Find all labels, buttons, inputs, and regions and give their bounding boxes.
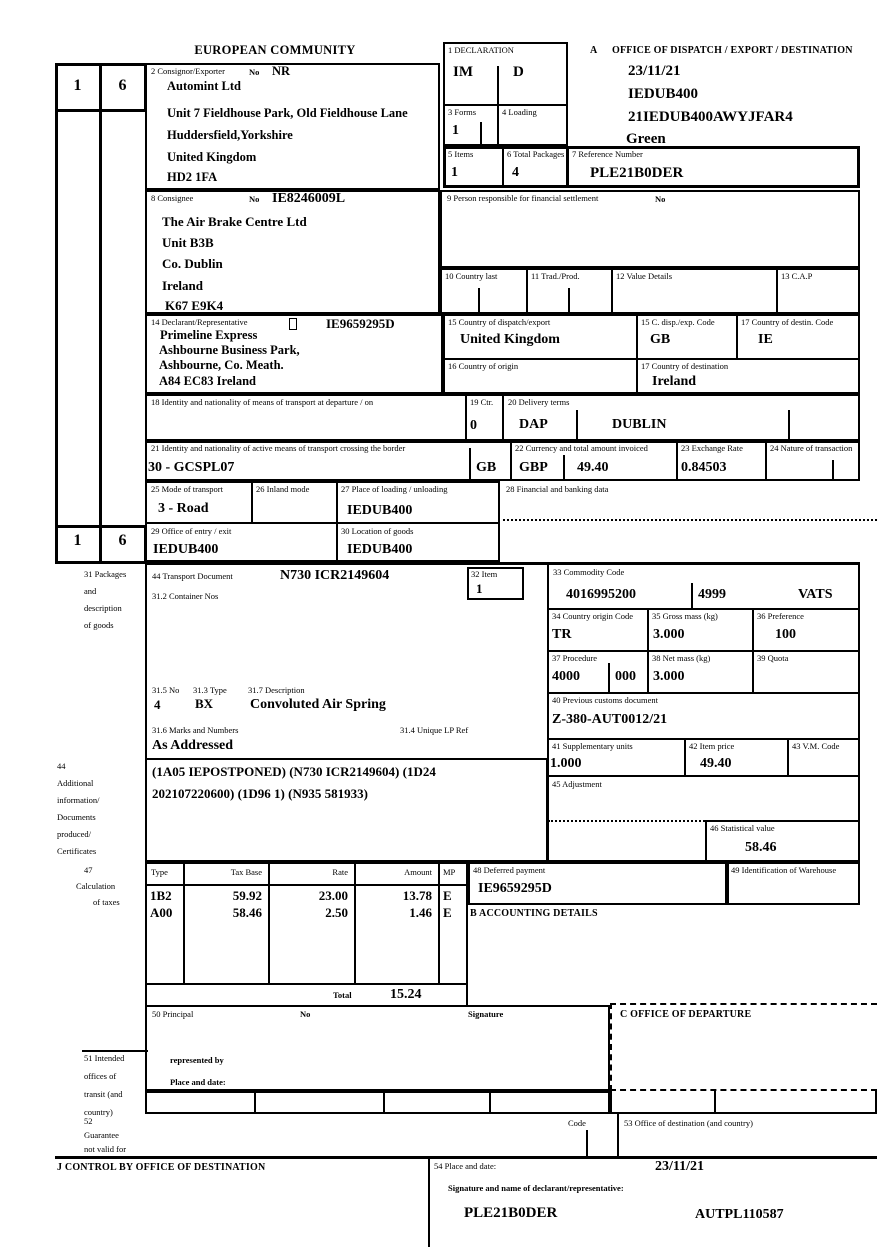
declarant-line: Ashbourne Business Park, (159, 343, 300, 357)
box-9-label: 9 Person responsible for financial settlement (447, 193, 599, 203)
box-47-label: Calculation (76, 881, 116, 891)
authorisation-reference: AUTPL110587 (695, 1207, 784, 1222)
declaration-date: 23/11/21 (655, 1159, 705, 1174)
divider (776, 268, 778, 314)
box-31-label: description (84, 603, 122, 613)
box-16-label: 16 Country of origin (448, 361, 519, 371)
tax-header-mp: MP (443, 867, 456, 877)
box-20-label: 20 Delivery terms (508, 397, 570, 407)
box-44-label: Certificates (57, 846, 97, 856)
represented-by-label: represented by (170, 1055, 224, 1065)
box-31-label: and (84, 586, 97, 596)
consignee-line: K67 E9K4 (165, 298, 224, 313)
box-21-label: 21 Identity and nationality of active means of transport crossing the border (151, 443, 406, 453)
box-52-label: Guarantee (84, 1130, 119, 1140)
box-21-nationality: GB (476, 460, 497, 475)
divider (832, 460, 834, 481)
box-13-label: 13 C.A.P (781, 271, 813, 281)
box-51-label: 51 Intended (84, 1053, 125, 1063)
divider (55, 1156, 877, 1159)
package-type: BX (195, 696, 214, 711)
box-31-3-label: 31.3 Type (193, 685, 227, 695)
dashed-line (610, 1003, 612, 1091)
divider (563, 455, 565, 481)
box-32-label: 32 Item (471, 569, 498, 579)
section-c-title: C OFFICE OF DEPARTURE (620, 1009, 752, 1020)
box-52-label: 52 (84, 1116, 93, 1126)
box-34-label: 34 Country origin Code (552, 611, 633, 621)
divider (611, 268, 613, 314)
divider (787, 738, 789, 775)
box-2-label: 2 Consignor/Exporter (151, 66, 225, 76)
box-28-label: 28 Financial and banking data (506, 484, 609, 494)
box-31-7-label: 31.7 Description (248, 685, 305, 695)
box-15a-value: GB (650, 332, 671, 347)
divider (684, 738, 686, 775)
box-31-6-label: 31.6 Marks and Numbers (152, 725, 239, 735)
deferred-payment: IE9659295D (478, 881, 552, 896)
supplementary-units: 1.000 (550, 756, 582, 771)
box-10-label: 10 Country last (445, 271, 498, 281)
tax-row-amount: 1.46 (409, 905, 432, 920)
box-51-label: offices of (84, 1071, 117, 1081)
goods-description: Convoluted Air Spring (250, 697, 386, 712)
box-6-value: 4 (512, 165, 519, 180)
box-51-label: country) (84, 1107, 113, 1117)
box-30-label: 30 Location of goods (341, 526, 414, 536)
box-3-label: 3 Forms (448, 107, 477, 117)
divider (547, 738, 860, 740)
consignor-line: Unit 7 Fieldhouse Park, Old Fieldhouse Lane (167, 106, 408, 120)
divider (610, 1091, 612, 1114)
consignor-line: Huddersfield,Yorkshire (167, 128, 293, 142)
box-14-no-value: IE9659295D (326, 316, 395, 331)
box-2-no-value: NR (272, 64, 291, 78)
box-8-consignee (145, 190, 440, 314)
box-33-label: 33 Commodity Code (553, 567, 625, 577)
box-12-label: 12 Value Details (616, 271, 673, 281)
box-8-no-value: IE8246009L (272, 191, 346, 206)
divider (55, 110, 58, 528)
divider (547, 608, 860, 610)
box-19-label: 19 Ctr. (470, 397, 494, 407)
divider (478, 288, 480, 314)
copy-number-1: 1 (73, 77, 82, 94)
marks-numbers: As Addressed (152, 738, 234, 753)
divider (636, 314, 638, 394)
box-50-no-label: No (300, 1009, 311, 1019)
section-a-letter: A (590, 45, 598, 56)
divider (736, 314, 738, 360)
tax-header-type: Type (151, 867, 168, 877)
item-number: 1 (476, 581, 483, 596)
divider (714, 1091, 716, 1114)
divider (576, 410, 578, 441)
box-15a-label: 15 C. disp./exp. Code (641, 317, 715, 327)
tax-row-type: A00 (150, 905, 173, 920)
declarant-line: A84 EC83 Ireland (159, 374, 257, 388)
box-29-label: 29 Office of entry / exit (151, 526, 232, 536)
box-31-label: of goods (84, 620, 114, 630)
divider (510, 441, 512, 481)
dotted-line (548, 820, 705, 822)
invoice-amount: 49.40 (577, 460, 609, 475)
box-17a-label: 17 Country of destin. Code (741, 317, 834, 327)
box-35-label: 35 Gross mass (kg) (652, 611, 718, 621)
divider (428, 1159, 430, 1247)
mrn-number: 21IEDUB400AWYJFAR4 (628, 109, 793, 125)
divider (610, 1112, 877, 1114)
box-15-value: United Kingdom (460, 332, 560, 347)
box-5-value: 1 (451, 165, 458, 180)
declaration-subtype: D (513, 64, 524, 80)
declarant-line: Ashbourne, Co. Meath. (159, 358, 284, 372)
box-30-value: IEDUB400 (347, 542, 413, 557)
consignor-line: Automint Ltd (167, 79, 241, 93)
box-44-label: produced/ (57, 829, 91, 839)
divider (443, 358, 860, 360)
box-43-label: 43 V.M. Code (792, 741, 840, 751)
box-7-label: 7 Reference Number (572, 149, 643, 159)
invoice-currency: GBP (519, 460, 548, 475)
box-44-label: 44 (57, 761, 66, 771)
tax-row-base: 58.46 (232, 905, 262, 920)
box-31-4-label: 31.4 Unique LP Ref (400, 725, 469, 735)
tax-header-amount: Amount (404, 867, 432, 877)
box-27-label: 27 Place of loading / unloading (341, 484, 448, 494)
box-21-value: 30 - GCSPL07 (148, 460, 235, 475)
dotted-line (503, 519, 877, 521)
divider (788, 410, 790, 441)
box-46-label: 46 Statistical value (710, 823, 775, 833)
procedure-code: 4000 (552, 669, 580, 684)
box-18-label: 18 Identity and nationality of means of transport at departure / on (151, 397, 374, 407)
tax-header-base: Tax Base (230, 867, 262, 877)
statistical-value: 58.46 (745, 840, 777, 855)
net-mass: 3.000 (653, 669, 685, 684)
box-3-value: 1 (452, 123, 459, 138)
box-36-label: 36 Preference (757, 611, 804, 621)
divider (502, 146, 504, 188)
box-44-label: information/ (57, 795, 100, 805)
box-15-label: 15 Country of dispatch/export (448, 317, 551, 327)
divider (82, 1050, 148, 1052)
tax-row-base: 59.92 (232, 888, 262, 903)
box-41-label: 41 Supplementary units (552, 741, 633, 751)
box-48-label: 48 Deferred payment (473, 865, 546, 875)
signature-name-label: Signature and name of declarant/representative: (448, 1183, 624, 1193)
box-31-5-label: 31.5 No (152, 685, 180, 695)
divider (145, 522, 500, 524)
commodity-code-2: 4999 (698, 587, 726, 602)
divider (586, 1130, 588, 1156)
divider (547, 692, 860, 694)
divider (566, 146, 569, 188)
section-a-title: OFFICE OF DISPATCH / EXPORT / DESTINATION (612, 45, 853, 56)
origin-country-code: TR (552, 627, 572, 642)
gross-mass: 3.000 (653, 627, 685, 642)
box-5-label: 5 Items (448, 149, 474, 159)
divider (383, 1091, 385, 1114)
box-8-no-label: No (249, 194, 260, 204)
box-40-label: 40 Previous customs document (552, 695, 659, 705)
dispatch-office: IEDUB400 (628, 86, 699, 102)
divider (489, 1091, 491, 1114)
box-42-label: 42 Item price (689, 741, 735, 751)
dashed-line (610, 1089, 877, 1091)
consignee-line: Co. Dublin (162, 256, 223, 271)
additional-info-line: 202107220600) (1D96 1) (N935 581933) (152, 786, 368, 801)
tax-row-mp: E (443, 905, 452, 920)
box-26-label: 26 Inland mode (256, 484, 310, 494)
tax-row-rate: 2.50 (325, 905, 348, 920)
consignor-line: HD2 1FA (167, 170, 218, 184)
box-51-label: transit (and (84, 1089, 123, 1099)
declaration-type: IM (453, 64, 473, 80)
box-25-value: 3 - Road (158, 501, 209, 516)
box-7-value: PLE21B0DER (590, 165, 684, 181)
section-b-title: B ACCOUNTING DETAILS (470, 908, 598, 919)
procedure-code-2: 000 (615, 669, 636, 684)
tax-row-type: 1B2 (150, 888, 172, 903)
divider (354, 862, 356, 985)
box-17a-value: IE (758, 332, 773, 347)
divider (268, 862, 270, 985)
tax-header-rate: Rate (332, 867, 348, 877)
box-50-label: 50 Principal (152, 1009, 194, 1019)
consignee-line: Ireland (162, 278, 203, 293)
box-47-label: 47 (84, 865, 93, 875)
box-25-label: 25 Mode of transport (151, 484, 224, 494)
tax-total-label: Total (333, 990, 352, 1000)
copy-number-6: 6 (118, 77, 127, 94)
box-2-no-label: No (249, 67, 260, 77)
transport-document: N730 ICR2149604 (280, 568, 390, 583)
divider (547, 650, 860, 652)
divider (875, 1091, 877, 1114)
divider (183, 862, 185, 985)
box-44-label: Documents (57, 812, 96, 822)
divider (765, 441, 767, 481)
previous-document: Z-380-AUT0012/21 (552, 712, 668, 727)
box-11-label: 11 Trad./Prod. (531, 271, 580, 281)
box-19-value: 0 (470, 418, 477, 433)
box-49-label: 49 Identification of Warehouse (731, 865, 837, 875)
divider (526, 268, 528, 314)
dashed-line (610, 1003, 877, 1005)
consignor-line: United Kingdom (167, 150, 257, 164)
divider (676, 441, 678, 481)
divider (251, 481, 253, 524)
box-44-label: Additional (57, 778, 94, 788)
commodity-code-3: VATS (798, 587, 833, 602)
box-22-label: 22 Currency and total amount invoiced (515, 443, 648, 453)
copy-number-6b: 6 (118, 532, 127, 549)
box-17-label: 17 Country of destination (641, 361, 729, 371)
box-38-label: 38 Net mass (kg) (652, 653, 711, 663)
routing-channel: Green (626, 131, 666, 147)
declarant-signature: PLE21B0DER (464, 1205, 558, 1221)
declarant-line: Primeline Express (160, 328, 258, 342)
commodity-code: 4016995200 (566, 587, 636, 602)
divider (465, 394, 467, 441)
divider (691, 583, 693, 608)
box-24-label: 24 Nature of transaction (770, 443, 853, 453)
divider (502, 394, 504, 441)
box-37-label: 37 Procedure (552, 653, 598, 663)
consignee-line: The Air Brake Centre Ltd (162, 214, 307, 229)
additional-info-line: (1A05 IEPOSTPONED) (N730 ICR2149604) (1D24 (152, 764, 436, 779)
box-4-label: 4 Loading (502, 107, 537, 117)
box-39-label: 39 Quota (757, 653, 789, 663)
box-31-label: 31 Packages (84, 569, 127, 579)
box-9-no-label: No (655, 194, 666, 204)
box-27-value: IEDUB400 (347, 503, 413, 518)
divider (254, 1091, 256, 1114)
divider (469, 448, 471, 481)
divider (145, 884, 468, 886)
box-23-label: 23 Exchange Rate (681, 443, 743, 453)
box-52-label: not valid for (84, 1144, 127, 1154)
packages-count: 4 (154, 697, 161, 712)
divider (568, 288, 570, 314)
box-47-label: of taxes (93, 897, 120, 907)
divider (547, 775, 860, 777)
box-44t-label: 44 Transport Document (152, 571, 233, 581)
box-8-label: 8 Consignee (151, 193, 194, 203)
checkbox-icon (289, 318, 297, 330)
transit-cells-row (145, 1091, 610, 1114)
section-j-title: J CONTROL BY OFFICE OF DESTINATION (57, 1162, 266, 1173)
divider (99, 110, 102, 528)
divider (608, 663, 610, 692)
delivery-term: DAP (519, 417, 548, 432)
divider (336, 481, 338, 562)
box-1-label: 1 DECLARATION (448, 45, 514, 55)
form-title: EUROPEAN COMMUNITY (194, 43, 356, 57)
copy-number-1b: 1 (73, 532, 82, 549)
exchange-rate: 0.84503 (681, 460, 727, 475)
tax-row-amount: 13.78 (402, 888, 432, 903)
divider (438, 862, 440, 985)
box-17-value: Ireland (652, 374, 697, 389)
box-53-label: 53 Office of destination (and country) (624, 1118, 753, 1128)
tax-total-value: 15.24 (390, 987, 422, 1002)
box-54-label: 54 Place and date: (434, 1161, 497, 1171)
box-45-label: 45 Adjustment (552, 779, 602, 789)
item-price: 49.40 (700, 756, 732, 771)
tax-row-mp: E (443, 888, 452, 903)
preference: 100 (775, 627, 796, 642)
divider (617, 1114, 619, 1156)
consignee-line: Unit B3B (162, 235, 214, 250)
dotted-line (547, 820, 549, 862)
box-31-2-label: 31.2 Container Nos (152, 591, 219, 601)
tax-row-rate: 23.00 (318, 888, 348, 903)
box-14-label: 14 Declarant/Representative (151, 317, 248, 327)
box-6-label: 6 Total Packages (507, 149, 565, 159)
box-50-signature-label: Signature (468, 1009, 504, 1019)
delivery-place: DUBLIN (612, 417, 667, 432)
box-29-value: IEDUB400 (153, 542, 219, 557)
divider (480, 122, 482, 146)
dispatch-date: 23/11/21 (628, 63, 681, 79)
tax-table (145, 862, 468, 985)
place-date-label: Place and date: (170, 1077, 226, 1087)
code-label: Code (568, 1118, 586, 1128)
